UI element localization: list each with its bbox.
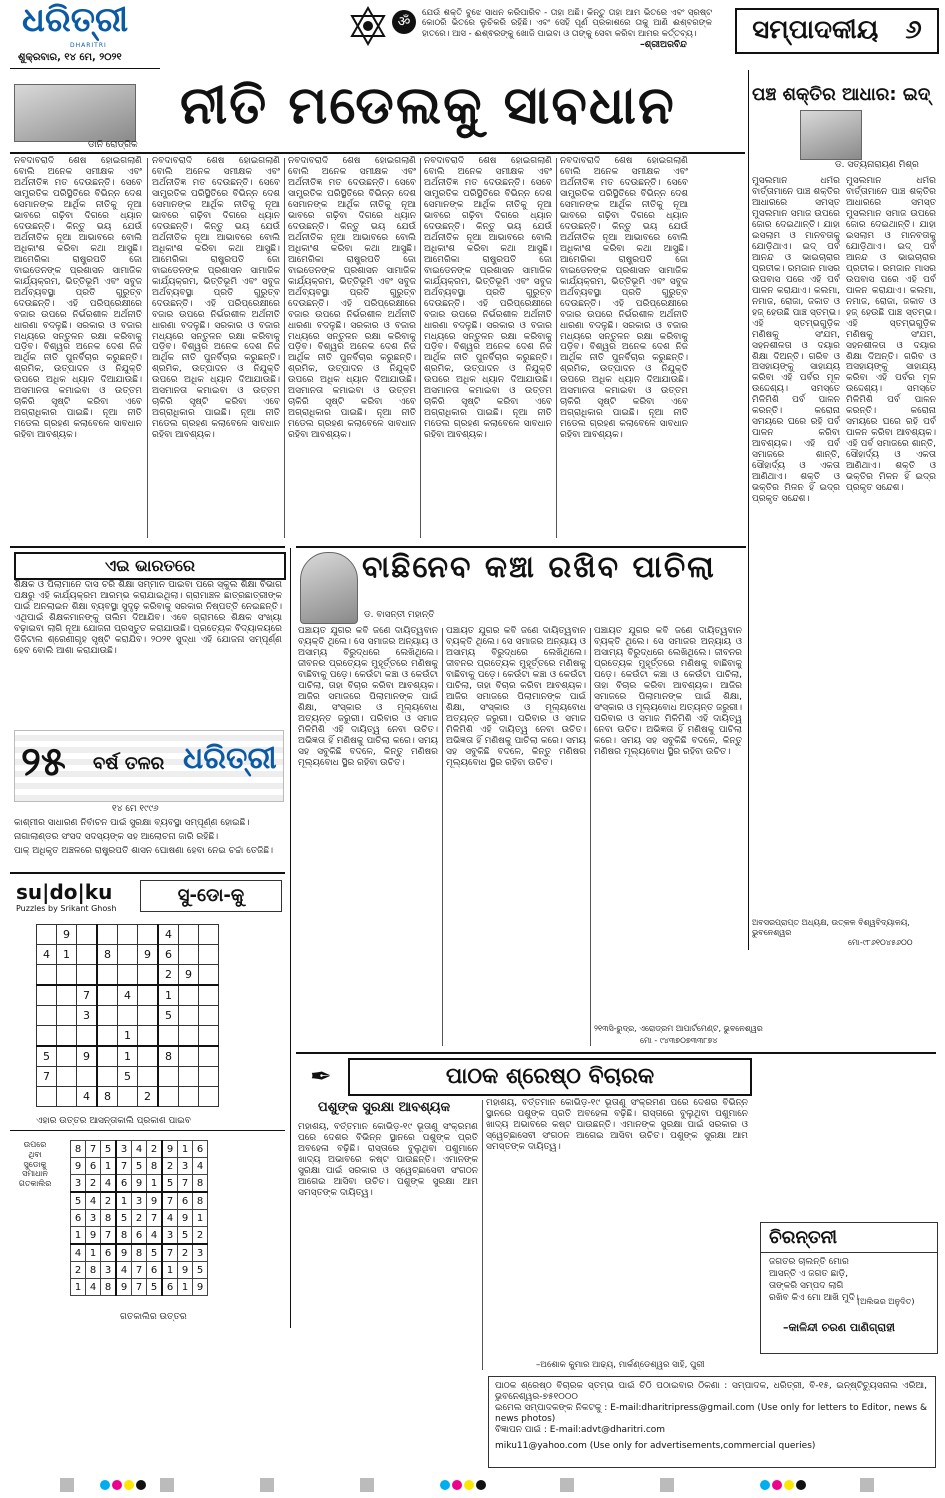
- registration-mark: [452, 1480, 462, 1490]
- sudoku-cell: [138, 1026, 159, 1047]
- sudoku-cell: [37, 925, 57, 945]
- registration-mark: [100, 1480, 110, 1490]
- sudoku-answer-cell: 8: [193, 1192, 208, 1210]
- flashback-banner: [14, 730, 284, 802]
- chirantani-note: (ଅଲିଭର ଅନୁଦିତ): [857, 1297, 915, 1306]
- sudoku-answer-cell: 5: [178, 1227, 193, 1245]
- registration-mark: [112, 1480, 122, 1490]
- quote-author: –ଶ୍ରୀଅରବିନ୍ଦ: [640, 40, 687, 50]
- sudoku-answer-cell: 7: [101, 1227, 117, 1245]
- editorial-author: ଡାନି ରୋଡ୍ରିକ: [88, 140, 138, 150]
- daily-quote: ଯେଉଁ ଶକ୍ତି ବୁଝେ ସାଧନ କରିପାରିବ - ତାହା ଅଛି। କିନ୍ତୁ ତାହା ଆମ ଭିତରେ ଏବଂ ସ୍ରଷ୍ଟ କୋଠରି ଭିତରେ ଲୁଚିକରି ରହିଛି। ଏବଂ ସେହି ପୂର୍ଣ ପ୍ରକାଶରେ ତାକୁ ଆଣି ଈଶ୍ବରଙ୍କ ହାତରେ। ଆସ - ଈଶ୍ଵରଙ୍କୁ ଖୋଜି ପାଇବା ଓ ତାଙ୍କୁ ସେବା କରିବା ଆମର କର୍ତ୍ତବ୍ୟ।: [422, 8, 712, 39]
- sudoku-answer-cell: 8: [101, 1210, 117, 1227]
- editorial-body-col3: ନବଦାବରାଦି ଶେଷ ହୋଇଗଲାଣି ବୋଲି ଅନେକ ସମୀକ୍ଷକ ଏବଂ ଅର୍ଥନୀତିଜ୍ଞ ମତ ଦେଉଛନ୍ତି। ସେବେ ସାମ୍ପ୍ରତିକ ପରିସ୍ଥିତିରେ ବିଭିନ୍ନ ଦେଶ ସେମାନଙ୍କ ଆର୍ଥିକ ନୀତିକୁ ନୂଆ ଭାବରେ ଗଢ଼ିବା ଦିଗରେ ଧ୍ୟାନ ଦେଉଛନ୍ତି। କିନ୍ତୁ ଭୟ ଯେଉଁ ଅର୍ଥନୀତିକ ନୂଆ ଆଭାବରେ ବୋଲି ଅଧିକାଂଶ କରିବା କଥା ଆସୁଛି। ଆମେରିକା ରାଷ୍ଟ୍ରପତି ଜୋ ବାଇଡେନଙ୍କ ପ୍ରଶାସନ ସାମାଜିକ କାର୍ଯ୍ୟକ୍ରମ, ଭିତ୍ତିଭୂମି ଏବଂ ସବୁଜ ଅର୍ଥବ୍ୟବସ୍ଥା ପ୍ରତି ଗୁରୁତ୍ବ ଦେଉଛନ୍ତି। ଏହି ପରିପ୍ରେକ୍ଷୀରେ ବଜାର ଉପରେ ନିର୍ଭରଶୀଳ ଅର୍ଥନୀତି ଧାରଣା ବଦଳୁଛି। ସରକାର ଓ ବଜାର ମଧ୍ୟରେ ସନ୍ତୁଳନ ରକ୍ଷା କରିବାକୁ ପଡ଼ିବ। ବିଶ୍ୱର ଅନେକ ଦେଶ ନିଜ ଆର୍ଥିକ ନୀତି ପୁନର୍ବିଚାର କରୁଛନ୍ତି। ଶ୍ରମିକ, ଉତ୍ପାଦନ ଓ ନିଯୁକ୍ତି ଉପରେ ଅଧିକ ଧ୍ୟାନ ଦିଆଯାଉଛି। ଅସମାନତା କମାଇବା ଓ ଉତ୍ତମ ଚାକିରି ସୃଷ୍ଟି କରିବା ଏବେ ଅଗ୍ରାଧିକାର ପାଇଛି। ନୂଆ ନୀତି ମଡେଲ ଗ୍ରହଣ କଲାବେଳେ ସାବଧାନ ରହିବା ଆବଶ୍ୟକ।: [288, 156, 416, 441]
- sudoku-cell: 9: [179, 965, 199, 986]
- sudoku-cell: [179, 945, 199, 965]
- sudoku-answer-cell: 2: [162, 1158, 178, 1175]
- sudoku-answer-cell: 6: [193, 1141, 208, 1158]
- sudoku-answer-cell: 3: [162, 1227, 178, 1245]
- sudoku-answer-cell: 5: [101, 1141, 117, 1158]
- sudoku-answer-cell: 6: [132, 1227, 147, 1245]
- page-number: ୬: [905, 15, 922, 45]
- india-body: ଶିକ୍ଷକ ଓ ପିଲାମାନେ ଦାସ ଚରି ଶିକ୍ଷା ସମ୍ମାନ ପାଇବା ପରେ ସ୍କୁଲ ଶିକ୍ଷା ବିଭାଗ ପକ୍ଷରୁ ଏହି କାର୍ଯ୍ୟକ୍ରମ ଆରମ୍ଭ କରାଯାଇଥିଲା। ଗ୍ରାମାଞ୍ଚଳ ଛାତ୍ରଛାତ୍ରୀଙ୍କ ପାଇଁ ଅନଲାଇନ ଶିକ୍ଷା ବ୍ୟବସ୍ଥା ସୁଦୃଢ଼ କରିବାକୁ ସରକାର ନିଷ୍ପତ୍ତି ନେଇଛନ୍ତି। ଏଥିପାଇଁ ଶିକ୍ଷକମାନଙ୍କୁ ତାଲିମ ଦିଆଯିବ। ଏବେ ଗ୍ରାମରେ ଶିକ୍ଷକ ସଂଖ୍ୟା ବଢ଼ାଇବା ଲାଗି ନୂଆ ଯୋଜନା ପ୍ରସ୍ତୁତ କରାଯାଉଛି। ପ୍ରତ୍ୟେକ ବିଦ୍ୟାଳୟରେ ଡିଜିଟାଲ ଶ୍ରେଣୀଗୃହ ସୃଷ୍ଟି କରାଯିବ। ୨୦୨୧ ସୁଦ୍ଧା ଏହି ଯୋଜନା ସମ୍ପୂର୍ଣ୍ଣ ହେବ ବୋଲି ଆଶା କରାଯାଉଛି।: [14, 580, 282, 656]
- sudoku-cell: 5: [158, 1006, 179, 1026]
- sudoku-cell: [57, 1087, 77, 1107]
- print-mark: [160, 1478, 174, 1492]
- sudoku-answer-cell: 2: [86, 1175, 101, 1193]
- side-title: ପଞ୍ଚ ଶକ୍ତିର ଆଧାର: ଇଦ୍: [752, 84, 931, 105]
- sudoku-cell: [138, 965, 159, 986]
- sudoku-answer-cell: 3: [178, 1158, 193, 1175]
- sudoku-cell: [57, 1026, 77, 1047]
- sudoku-cell: 3: [77, 1006, 98, 1026]
- sudoku-answer-cell: 7: [162, 1192, 178, 1210]
- contact-line-1: ପାଠକ ଶ୍ରେଷ୍ଠ ବିଚାରକ ସ୍ତମ୍ଭ ପାଇଁ ଚିଠି ପଠାଇବାର ଠିକଣା : ସମ୍ପାଦକ, ଧରିତ୍ରୀ, ବି-୧୫, ଇନ୍ଷ୍ଟିଚ୍ୟୁସନାଲ ଏରିଆ, ଭୁବନେଶ୍ୱର-୭୫୧୦୦୦: [495, 1381, 927, 1401]
- sudoku-answer-cell: 7: [147, 1210, 163, 1227]
- editorial-body-col4: ନବଦାବରାଦି ଶେଷ ହୋଇଗଲାଣି ବୋଲି ଅନେକ ସମୀକ୍ଷକ ଏବଂ ଅର୍ଥନୀତିଜ୍ଞ ମତ ଦେଉଛନ୍ତି। ସେବେ ସାମ୍ପ୍ରତିକ ପରିସ୍ଥିତିରେ ବିଭିନ୍ନ ଦେଶ ସେମାନଙ୍କ ଆର୍ଥିକ ନୀତିକୁ ନୂଆ ଭାବରେ ଗଢ଼ିବା ଦିଗରେ ଧ୍ୟାନ ଦେଉଛନ୍ତି। କିନ୍ତୁ ଭୟ ଯେଉଁ ଅର୍ଥନୀତିକ ନୂଆ ଆଭାବରେ ବୋଲି ଅଧିକାଂଶ କରିବା କଥା ଆସୁଛି। ଆମେରିକା ରାଷ୍ଟ୍ରପତି ଜୋ ବାଇଡେନଙ୍କ ପ୍ରଶାସନ ସାମାଜିକ କାର୍ଯ୍ୟକ୍ରମ, ଭିତ୍ତିଭୂମି ଏବଂ ସବୁଜ ଅର୍ଥବ୍ୟବସ୍ଥା ପ୍ରତି ଗୁରୁତ୍ବ ଦେଉଛନ୍ତି। ଏହି ପରିପ୍ରେକ୍ଷୀରେ ବଜାର ଉପରେ ନିର୍ଭରଶୀଳ ଅର୍ଥନୀତି ଧାରଣା ବଦଳୁଛି। ସରକାର ଓ ବଜାର ମଧ୍ୟରେ ସନ୍ତୁଳନ ରକ୍ଷା କରିବାକୁ ପଡ଼ିବ। ବିଶ୍ୱର ଅନେକ ଦେଶ ନିଜ ଆର୍ଥିକ ନୀତି ପୁନର୍ବିଚାର କରୁଛନ୍ତି। ଶ୍ରମିକ, ଉତ୍ପାଦନ ଓ ନିଯୁକ୍ତି ଉପରେ ଅଧିକ ଧ୍ୟାନ ଦିଆଯାଉଛି। ଅସମାନତା କମାଇବା ଓ ଉତ୍ତମ ଚାକିରି ସୃଷ୍ଟି କରିବା ଏବେ ଅଗ୍ରାଧିକାର ପାଇଛି। ନୂଆ ନୀତି ମଡେଲ ଗ୍ରହଣ କଲାବେଳେ ସାବଧାନ ରହିବା ଆବଶ୍ୟକ।: [424, 156, 552, 441]
- registration-mark: [796, 1480, 806, 1490]
- sudoku-grid: [36, 924, 219, 1107]
- sudoku-cell: [199, 985, 219, 1006]
- sudoku-answer-cell: 6: [147, 1262, 163, 1279]
- contact-line-3: ବିଜ୍ଞାପନ ପାଇଁ : E-mail:advt@dharitri.com: [495, 1425, 666, 1435]
- sudoku-cell: 9: [57, 925, 77, 945]
- sudoku-cell: [77, 1067, 98, 1087]
- sudoku-cell: [199, 1026, 219, 1047]
- sudoku-cell: [179, 1087, 199, 1107]
- sudoku-cell: [97, 985, 118, 1006]
- sudoku-cell: 4: [158, 925, 179, 945]
- middle-body-col3: ପଞ୍ଚାୟତ ଯୁଗର କବି ଜଣେ ଦାୟିତ୍ୱବାନ ବ୍ୟକ୍ତି ଥିଲେ। ସେ ସମାଜର ଅନ୍ୟାୟ ଓ ଅସାମ୍ୟ ବିରୁଦ୍ଧରେ ଲେଖିଥିଲେ। ଜୀବନର ପ୍ରତ୍ୟେକ ମୁହୂର୍ତ୍ତରେ ମଣିଷକୁ ବାଛିବାକୁ ପଡ଼େ। କେଉଁଟା କଞ୍ଚା ଓ କେଉଁଟା ପାଚିଲା, ତାହା ବିଚାର କରିବା ଆବଶ୍ୟକ। ଆଜିର ସମାଜରେ ପିଲାମାନଙ୍କ ପାଇଁ ଶିକ୍ଷା, ସଂସ୍କାର ଓ ମୂଲ୍ୟବୋଧ ଅତ୍ୟନ୍ତ ଜରୁରୀ। ପରିବାର ଓ ସମାଜ ମିଳିମିଶି ଏହି ଦାୟିତ୍ୱ ନେବା ଉଚିତ। ଅଭିଜ୍ଞତା ହିଁ ମଣିଷକୁ ପାଚିଲା କରେ। ସମୟ ସହ ସବୁକିଛି ବଦଳେ, କିନ୍ତୁ ମଣିଷର ମୂଲ୍ୟବୋଧ ସ୍ଥିର ରହିବା ଉଚିତ।: [594, 626, 742, 757]
- flashback-number: ୨୫: [21, 739, 66, 785]
- sudoku-cell: [118, 1006, 138, 1026]
- sudoku-answer-cell: 8: [101, 1279, 117, 1296]
- editorial-title: ନୀତି ମଡେଲକୁ ସାବଧାନ: [180, 76, 676, 136]
- sudoku-cell: 6: [158, 945, 179, 965]
- sudoku-cell: [77, 965, 98, 986]
- sudoku-cell: [199, 1087, 219, 1107]
- sudoku-answer-cell: 4: [132, 1141, 147, 1158]
- sudoku-answer-cell: 3: [71, 1175, 86, 1193]
- sudoku-cell: [199, 965, 219, 986]
- chirantani-author: –କାଳିନ୍ଦୀ ଚରଣ ପାଣିଗ୍ରାହୀ: [783, 1321, 895, 1334]
- sudoku-answer-cell: 4: [71, 1244, 86, 1262]
- middle-author-photo: [300, 552, 358, 624]
- middle-title: ବାଛିନେବ କଞ୍ଚା ରଖିବ ପାଚିଲା: [362, 550, 716, 585]
- side-author: ଡ. ସତ୍ୟନାରାୟଣ ମିଶ୍ର: [835, 160, 919, 170]
- side-signoff: ଅବସରପ୍ରାପ୍ତ ଅଧ୍ୟକ୍ଷ, ଉତ୍କଳ ବିଶ୍ୱବିଦ୍ୟାଳୟ, ଭୁବନେଶ୍ୱର: [752, 918, 910, 937]
- sudoku-cell: [57, 965, 77, 986]
- sudoku-cell: [77, 945, 98, 965]
- sudoku-cell: [118, 1087, 138, 1107]
- registration-mark: [136, 1480, 146, 1490]
- sudoku-cell: [179, 1006, 199, 1026]
- sudoku-answer-cell: 5: [116, 1210, 132, 1227]
- sudoku-answer-cell: 8: [147, 1158, 163, 1175]
- sudoku-answer-cell: 9: [116, 1279, 132, 1296]
- chirantani-title: ଚିରନ୍ତନୀ: [761, 1223, 937, 1253]
- sudoku-cell: [57, 1067, 77, 1087]
- sudoku-answer-cell: 7: [178, 1175, 193, 1193]
- sudoku-answer-cell: 5: [132, 1158, 147, 1175]
- sudoku-cell: [57, 1046, 77, 1067]
- sudoku-cell: [138, 1067, 159, 1087]
- sudoku-cell: [138, 1046, 159, 1067]
- chirantani-line-4: ରଖିବ କିଏ ମୋ ଆଖି ମୁଦି।: [769, 1293, 859, 1303]
- registration-mark: [772, 1480, 782, 1490]
- sudoku-cell: [37, 985, 57, 1006]
- contact-box: [488, 1376, 936, 1468]
- reader-title: ପାଠକ ଶ୍ରେଷ୍ଠ ବିଚାରକ: [445, 1064, 655, 1089]
- sudoku-answer-cell: 4: [147, 1227, 163, 1245]
- sudoku-answer-cell: 5: [193, 1262, 208, 1279]
- sudoku-answer-cell: 1: [71, 1227, 86, 1245]
- sudoku-answer-cell: 6: [86, 1158, 101, 1175]
- sudoku-cell: [118, 965, 138, 986]
- print-mark: [660, 1478, 674, 1492]
- issue-date: ଶୁକ୍ରବାର, ୧୪ ମେ, ୨୦୨୧: [18, 52, 122, 63]
- sudoku-answer-cell: 9: [178, 1262, 193, 1279]
- sudoku-cell: [158, 1087, 179, 1107]
- middle-body-col2: ପଞ୍ଚାୟତ ଯୁଗର କବି ଜଣେ ଦାୟିତ୍ୱବାନ ବ୍ୟକ୍ତି ଥିଲେ। ସେ ସମାଜର ଅନ୍ୟାୟ ଓ ଅସାମ୍ୟ ବିରୁଦ୍ଧରେ ଲେଖିଥିଲେ। ଜୀବନର ପ୍ରତ୍ୟେକ ମୁହୂର୍ତ୍ତରେ ମଣିଷକୁ ବାଛିବାକୁ ପଡ଼େ। କେଉଁଟା କଞ୍ଚା ଓ କେଉଁଟା ପାଚିଲା, ତାହା ବିଚାର କରିବା ଆବଶ୍ୟକ। ଆଜିର ସମାଜରେ ପିଲାମାନଙ୍କ ପାଇଁ ଶିକ୍ଷା, ସଂସ୍କାର ଓ ମୂଲ୍ୟବୋଧ ଅତ୍ୟନ୍ତ ଜରୁରୀ। ପରିବାର ଓ ସମାଜ ମିଳିମିଶି ଏହି ଦାୟିତ୍ୱ ନେବା ଉଚିତ। ଅଭିଜ୍ଞତା ହିଁ ମଣିଷକୁ ପାଚିଲା କରେ। ସମୟ ସହ ସବୁକିଛି ବଦଳେ, କିନ୍ତୁ ମଣିଷର ମୂଲ୍ୟବୋଧ ସ୍ଥିର ରହିବା ଉଚିତ।: [446, 626, 586, 768]
- india-title: ଏଇ ଭାରତରେ: [104, 556, 196, 575]
- sudoku-credit: Puzzles by Srikant Ghosh: [16, 904, 117, 913]
- middle-signoff: ୨୧୩ସି-ରୁଦ୍ର, ଏରୋଡ୍ରମ ଆପାର୍ଟମେଣ୍ଟ, ଭୁବନେଶ୍ୱର: [594, 1024, 763, 1033]
- sudoku-cell: 7: [77, 985, 98, 1006]
- sudoku-answer-cell: 9: [147, 1192, 163, 1210]
- sudoku-cell: [138, 1006, 159, 1026]
- sudoku-answer-cell: 4: [86, 1192, 101, 1210]
- sudoku-cell: [179, 1046, 199, 1067]
- sudoku-answer-cell: 9: [178, 1210, 193, 1227]
- sudoku-answer-cell: 3: [132, 1192, 147, 1210]
- sudoku-answer-cell: 9: [71, 1158, 86, 1175]
- registration-mark: [124, 1480, 134, 1490]
- star-emblem-icon: [348, 6, 388, 46]
- sudoku-cell: [57, 1006, 77, 1026]
- sudoku-answer-cell: 7: [116, 1158, 132, 1175]
- chirantani-line-1: ଜଗତର ଚାଲନ୍ତି ମୋର: [769, 1257, 849, 1267]
- sudoku-cell: [37, 1087, 57, 1107]
- middle-author: ଡ. ବାସନ୍ତୀ ମହାନ୍ତି: [364, 610, 435, 620]
- letter-body-col1: ମହାଶୟ, ବର୍ତ୍ତମାନ କୋଭିଡ଼-୧୯ ଭୂତାଣୁ ସଂକ୍ରମଣ ପରେ ଦେଶର ବିଭିନ୍ନ ସ୍ଥାନରେ ପଶୁଙ୍କ ପ୍ରତି ଅବହେଳା ବଢ଼ିଛି। ରାସ୍ତାରେ ବୁଲୁଥିବା ପଶୁମାନେ ଖାଦ୍ୟ ଅଭାବରେ କଷ୍ଟ ପାଉଛନ୍ତି। ଏମାନଙ୍କ ସୁରକ୍ଷା ପାଇଁ ସରକାର ଓ ସ୍ୱେଚ୍ଛାସେବୀ ସଂଗଠନ ଆଗେଇ ଆସିବା ଉଚିତ। ପଶୁଙ୍କ ସୁରକ୍ଷା ଆମ ସମସ୍ତଙ୍କ ଦାୟିତ୍ୱ।: [298, 1122, 478, 1198]
- sudoku-cell: 1: [57, 945, 77, 965]
- sudoku-cell: [199, 1046, 219, 1067]
- sudoku-cell: [179, 925, 199, 945]
- sudoku-answer-cell: 8: [116, 1227, 132, 1245]
- sudoku-cell: [97, 1067, 118, 1087]
- sudoku-cell: [179, 1067, 199, 1087]
- sudoku-answer-cell: 1: [162, 1262, 178, 1279]
- chirantani-line-3: ତାଙ୍କରି ସମ୍ପଦ ଲାଗି: [769, 1281, 844, 1291]
- sudoku-cell: [118, 945, 138, 965]
- sudoku-cell: [77, 925, 98, 945]
- sudoku-answer-cell: 1: [71, 1279, 86, 1296]
- sudoku-cell: [199, 945, 219, 965]
- letter-signoff: –ଅଶୋକ କୁମାର ଆଢ୍ୟ, ମାର୍କଣ୍ଡେଶ୍ୱର ସାହି, ପୁରୀ: [536, 1360, 705, 1370]
- sudoku-answer-cell: 2: [193, 1227, 208, 1245]
- chirantani-line-2: ଆସନ୍ତି ଏ ଜଗତ ଛାଡ଼ି,: [769, 1269, 848, 1279]
- sudoku-cell: [118, 925, 138, 945]
- sudoku-cell: [57, 985, 77, 1006]
- letter-title: ପଶୁଙ୍କ ସୁରକ୍ଷା ଆବଶ୍ୟକ: [318, 1100, 451, 1115]
- reader-title-box: [310, 1058, 752, 1096]
- brand-logo: ଧରିତ୍ରୀ: [22, 0, 129, 40]
- registration-mark: [464, 1480, 474, 1490]
- flashback-item-1: କାଶ୍ମୀର ସାଧାରଣ ନିର୍ବାଚନ ପାଇଁ ସୁରକ୍ଷା ବ୍ୟବସ୍ଥା ସମ୍ପୂର୍ଣ୍ଣ ହୋଇଛି।: [14, 818, 250, 828]
- sudoku-note: ଏହାର ଉତ୍ତର ଆସନ୍ତାକାଲି ପ୍ରକାଶ ପାଇବ: [36, 1116, 191, 1126]
- registration-mark: [784, 1480, 794, 1490]
- sudoku-answer-cell: 8: [132, 1244, 147, 1262]
- india-title-box: [14, 552, 286, 580]
- sudoku-cell: [37, 1006, 57, 1026]
- sudoku-answer-cell: 5: [162, 1175, 178, 1193]
- sudoku-answer-cell: 1: [116, 1192, 132, 1210]
- pen-icon: ✒: [310, 1062, 332, 1092]
- sudoku-answer-cell: 9: [162, 1141, 178, 1158]
- sudoku-cell: [37, 965, 57, 986]
- registration-mark: [440, 1480, 450, 1490]
- print-mark: [60, 1478, 74, 1492]
- print-mark: [360, 1478, 374, 1492]
- side-author-photo: [800, 110, 862, 160]
- brand-logo-sub: DHARITRI: [70, 42, 107, 49]
- registration-mark: [760, 1480, 770, 1490]
- chirantani-box: [760, 1222, 938, 1354]
- sudoku-cell: 8: [97, 945, 118, 965]
- sudoku-cell: 5: [118, 1067, 138, 1087]
- print-mark: [860, 1478, 874, 1492]
- sudoku-answer-cell: 6: [116, 1175, 132, 1193]
- sudoku-answer-cell: 2: [71, 1262, 86, 1279]
- print-mark: [260, 1478, 274, 1492]
- sudoku-logo: su|do|ku: [16, 880, 113, 904]
- sudoku-answer-cell: 1: [147, 1175, 163, 1193]
- flashback-item-3: ପାକ୍ ଅଧିକୃତ ଅଞ୍ଚଳରେ ରାଷ୍ଟ୍ରପତି ଶାସନ ଘୋଷଣା ହେବା ନେଇ ଚର୍ଚ୍ଚା ତେଜିଛି।: [14, 846, 274, 856]
- sudoku-answer-label: ଉପରେ ଥିବା ସୁଡୋକୁ ସମାଧାନ ଗତକାଲିର: [18, 1140, 52, 1188]
- sudoku-answer-cell: 8: [71, 1141, 86, 1158]
- sudoku-cell: 1: [118, 1046, 138, 1067]
- sudoku-cell: [179, 1026, 199, 1047]
- sudoku-answer-cell: 4: [101, 1175, 117, 1193]
- sudoku-answer-cell: 7: [132, 1262, 147, 1279]
- sudoku-answer-cell: 4: [162, 1210, 178, 1227]
- side-body-col2: ମୁସଲମାନ ଧର୍ମର ବାର୍ତ୍ତାମାନେ ପାଞ୍ଚ ଶକ୍ତିର ଆଧାରରେ ସମସ୍ତ ମୁସଲମାନ ସମାଜ ଉପରେ ଜୋର ଦେଇଥାନ୍ତି। ଯାହା ଇସଲାମ ଓ ମାନବତାକୁ ଯୋଡ଼ିଥାଏ। ଇଦ୍ ପର୍ବ ଆନନ୍ଦ ଓ ଭାଇଚାରାର ପ୍ରତୀକ। ରମଜାନ ମାସର ଉପବାସ ପରେ ଏହି ପର୍ବ ପାଳନ କରାଯାଏ। କଲମା, ନମାଜ, ରୋଜା, ଜକାତ ଓ ହଜ୍ ହେଉଛି ପାଞ୍ଚ ସ୍ତମ୍ଭ। ଏହି ସ୍ତମ୍ଭଗୁଡ଼ିକ ମଣିଷକୁ ସଂଯମ, ସହନଶୀଳତା ଓ ଦୟାର ଶିକ୍ଷା ଦିଅନ୍ତି। ଗରିବ ଓ ଅସହାୟଙ୍କୁ ସାହାଯ୍ୟ କରିବା ଏହି ପର୍ବର ମୂଳ ଉଦ୍ଦେଶ୍ୟ। ସମସ୍ତେ ମିଳିମିଶି ପର୍ବ ପାଳନ କରନ୍ତି। କରୋନା ସମୟରେ ଘରେ ରହି ପର୍ବ ପାଳନ କରିବା ଆବଶ୍ୟକ। ଏହି ପର୍ବ ସମାଜରେ ଶାନ୍ତି, ସୌହାର୍ଦ୍ୟ ଓ ଏକତା ଆଣିଥାଏ। ଶକ୍ତି ଓ ଭକ୍ତିର ମିଳନ ହିଁ ଇଦ୍ର ପ୍ରକୃତ ସନ୍ଦେଶ।: [846, 176, 936, 494]
- section-name: ସମ୍ପାଦକୀୟ: [752, 15, 879, 45]
- sudoku-answer-cell: 5: [71, 1192, 86, 1210]
- sudoku-answer-cell: 1: [178, 1279, 193, 1296]
- sudoku-answer-cell: 4: [193, 1158, 208, 1175]
- sudoku-cell: 8: [97, 1087, 118, 1107]
- flashback-item-2: ନାଗାଲାଣ୍ଡର ସଂସଦ ସଦସ୍ୟଙ୍କ ସହ ଆଲୋଚନା ଜାରି ରହିଛି।: [14, 832, 219, 842]
- sudoku-cell: [179, 985, 199, 1006]
- sudoku-answer-cell: 3: [86, 1210, 101, 1227]
- sudoku-answer-cell: 1: [178, 1141, 193, 1158]
- sudoku-answer-cell: 7: [86, 1141, 101, 1158]
- contact-line-2: ଇମେଲ ସମ୍ପାଦକଙ୍କ ନିକଟକୁ : E-mail:dharitripress@gmail.com (Use only for letters to Editor, news & news photos): [495, 1403, 927, 1423]
- sudoku-answer-cell: 5: [147, 1279, 163, 1296]
- sudoku-cell: 2: [138, 1087, 159, 1107]
- middle-phone: ମୋ - ୯୪୩୭୦୭୩୩୮୭୪: [640, 1036, 718, 1045]
- editorial-body-col2: ନବଦାବରାଦି ଶେଷ ହୋଇଗଲାଣି ବୋଲି ଅନେକ ସମୀକ୍ଷକ ଏବଂ ଅର୍ଥନୀତିଜ୍ଞ ମତ ଦେଉଛନ୍ତି। ସେବେ ସାମ୍ପ୍ରତିକ ପରିସ୍ଥିତିରେ ବିଭିନ୍ନ ଦେଶ ସେମାନଙ୍କ ଆର୍ଥିକ ନୀତିକୁ ନୂଆ ଭାବରେ ଗଢ଼ିବା ଦିଗରେ ଧ୍ୟାନ ଦେଉଛନ୍ତି। କିନ୍ତୁ ଭୟ ଯେଉଁ ଅର୍ଥନୀତିକ ନୂଆ ଆଭାବରେ ବୋଲି ଅଧିକାଂଶ କରିବା କଥା ଆସୁଛି। ଆମେରିକା ରାଷ୍ଟ୍ରପତି ଜୋ ବାଇଡେନଙ୍କ ପ୍ରଶାସନ ସାମାଜିକ କାର୍ଯ୍ୟକ୍ରମ, ଭିତ୍ତିଭୂମି ଏବଂ ସବୁଜ ଅର୍ଥବ୍ୟବସ୍ଥା ପ୍ରତି ଗୁରୁତ୍ବ ଦେଉଛନ୍ତି। ଏହି ପରିପ୍ରେକ୍ଷୀରେ ବଜାର ଉପରେ ନିର୍ଭରଶୀଳ ଅର୍ଥନୀତି ଧାରଣା ବଦଳୁଛି। ସରକାର ଓ ବଜାର ମଧ୍ୟରେ ସନ୍ତୁଳନ ରକ୍ଷା କରିବାକୁ ପଡ଼ିବ। ବିଶ୍ୱର ଅନେକ ଦେଶ ନିଜ ଆର୍ଥିକ ନୀତି ପୁନର୍ବିଚାର କରୁଛନ୍ତି। ଶ୍ରମିକ, ଉତ୍ପାଦନ ଓ ନିଯୁକ୍ତି ଉପରେ ଅଧିକ ଧ୍ୟାନ ଦିଆଯାଉଛି। ଅସମାନତା କମାଇବା ଓ ଉତ୍ତମ ଚାକିରି ସୃଷ୍ଟି କରିବା ଏବେ ଅଗ୍ରାଧିକାର ପାଇଛି। ନୂଆ ନୀତି ମଡେଲ ଗ୍ରହଣ କଲାବେଳେ ସାବଧାନ ରହିବା ଆବଶ୍ୟକ।: [152, 156, 280, 441]
- sudoku-answer-cell: 6: [101, 1244, 117, 1262]
- sudoku-answer-cell: 8: [193, 1175, 208, 1193]
- print-mark: [560, 1478, 574, 1492]
- sudoku-cell: 4: [37, 945, 57, 965]
- sudoku-cell: 1: [118, 1026, 138, 1047]
- flashback-date: ୧୪ ମେ ୧୯୯୬: [112, 804, 159, 814]
- sudoku-answer-cell: 3: [193, 1244, 208, 1262]
- sudoku-cell: [158, 1026, 179, 1047]
- sudoku-cell: [138, 925, 159, 945]
- sudoku-cell: 9: [138, 945, 159, 965]
- sudoku-answer-cell: 9: [193, 1279, 208, 1296]
- sudoku-cell: 7: [37, 1067, 57, 1087]
- sudoku-answer-cell: 9: [132, 1175, 147, 1193]
- sudoku-answer-caption: ଗତକାଲିର ଉତ୍ତର: [120, 1312, 187, 1322]
- sudoku-cell: [37, 1026, 57, 1047]
- sudoku-answer-cell: 2: [147, 1141, 163, 1158]
- sudoku-cell: [77, 1026, 98, 1047]
- sudoku-cell: [138, 985, 159, 1006]
- sudoku-cell: [97, 1006, 118, 1026]
- sudoku-cell: 5: [37, 1046, 57, 1067]
- sudoku-answer-cell: 2: [101, 1192, 117, 1210]
- sudoku-cell: 9: [77, 1046, 98, 1067]
- sudoku-answer-cell: 9: [116, 1244, 132, 1262]
- sudoku-cell: [199, 1006, 219, 1026]
- sudoku-answer-cell: 2: [132, 1210, 147, 1227]
- sudoku-answer-cell: 5: [147, 1244, 163, 1262]
- contact-line-4: miku11@yahoo.com (Use only for advertisements,commercial queries): [495, 1441, 816, 1451]
- sudoku-answer-cell: 7: [162, 1244, 178, 1262]
- sudoku-answer-cell: 6: [178, 1192, 193, 1210]
- sudoku-answer-cell: 6: [71, 1210, 86, 1227]
- sudoku-cell: 4: [118, 985, 138, 1006]
- sudoku-cell: [97, 965, 118, 986]
- sudoku-cell: 2: [158, 965, 179, 986]
- flashback-label: ବର୍ଷ ତଳର: [93, 753, 165, 774]
- sudoku-title: ସୁ-ଡୋ-କୁ: [140, 880, 282, 912]
- sudoku-answer-grid: [70, 1140, 208, 1296]
- sudoku-cell: [97, 1046, 118, 1067]
- side-phone: ମୋ-୯୮୬୧୦୪୫୬୦୦: [848, 938, 913, 947]
- sudoku-answer-cell: 3: [116, 1141, 132, 1158]
- sudoku-answer-cell: 7: [132, 1279, 147, 1296]
- sudoku-answer-cell: 1: [193, 1210, 208, 1227]
- flashback-logo: ଧରିତ୍ରୀ: [183, 741, 277, 776]
- section-title: [735, 8, 939, 54]
- sudoku-cell: [199, 1067, 219, 1087]
- sudoku-answer-cell: 1: [101, 1158, 117, 1175]
- side-body-col1: ମୁସଲମାନ ଧର୍ମର ବାର୍ତ୍ତାମାନେ ପାଞ୍ଚ ଶକ୍ତିର ଆଧାରରେ ସମସ୍ତ ମୁସଲମାନ ସମାଜ ଉପରେ ଜୋର ଦେଇଥାନ୍ତି। ଯାହା ଇସଲାମ ଓ ମାନବତାକୁ ଯୋଡ଼ିଥାଏ। ଇଦ୍ ପର୍ବ ଆନନ୍ଦ ଓ ଭାଇଚାରାର ପ୍ରତୀକ। ରମଜାନ ମାସର ଉପବାସ ପରେ ଏହି ପର୍ବ ପାଳନ କରାଯାଏ। କଲମା, ନମାଜ, ରୋଜା, ଜକାତ ଓ ହଜ୍ ହେଉଛି ପାଞ୍ଚ ସ୍ତମ୍ଭ। ଏହି ସ୍ତମ୍ଭଗୁଡ଼ିକ ମଣିଷକୁ ସଂଯମ, ସହନଶୀଳତା ଓ ଦୟାର ଶିକ୍ଷା ଦିଅନ୍ତି। ଗରିବ ଓ ଅସହାୟଙ୍କୁ ସାହାଯ୍ୟ କରିବା ଏହି ପର୍ବର ମୂଳ ଉଦ୍ଦେଶ୍ୟ। ସମସ୍ତେ ମିଳିମିଶି ପର୍ବ ପାଳନ କରନ୍ତି। କରୋନା ସମୟରେ ଘରେ ରହି ପର୍ବ ପାଳନ କରିବା ଆବଶ୍ୟକ। ଏହି ପର୍ବ ସମାଜରେ ଶାନ୍ତି, ସୌହାର୍ଦ୍ୟ ଓ ଏକତା ଆଣିଥାଏ। ଶକ୍ତି ଓ ଭକ୍ତିର ମିଳନ ହିଁ ଇଦ୍ର ପ୍ରକୃତ ସନ୍ଦେଶ।: [752, 176, 840, 505]
- sudoku-cell: [97, 1026, 118, 1047]
- masthead: [0, 0, 945, 80]
- sudoku-cell: [199, 925, 219, 945]
- sudoku-answer-cell: 9: [86, 1227, 101, 1245]
- registration-mark: [476, 1480, 486, 1490]
- sudoku-answer-cell: 4: [86, 1279, 101, 1296]
- sudoku-cell: 1: [158, 985, 179, 1006]
- sudoku-answer-cell: 2: [178, 1244, 193, 1262]
- sudoku-cell: 8: [158, 1046, 179, 1067]
- om-icon: ॐ: [392, 10, 416, 34]
- sudoku-answer-cell: 4: [116, 1262, 132, 1279]
- sudoku-cell: 4: [77, 1087, 98, 1107]
- editorial-body-col1: ନବଦାବରାଦି ଶେଷ ହୋଇଗଲାଣି ବୋଲି ଅନେକ ସମୀକ୍ଷକ ଏବଂ ଅର୍ଥନୀତିଜ୍ଞ ମତ ଦେଉଛନ୍ତି। ସେବେ ସାମ୍ପ୍ରତିକ ପରିସ୍ଥିତିରେ ବିଭିନ୍ନ ଦେଶ ସେମାନଙ୍କ ଆର୍ଥିକ ନୀତିକୁ ନୂଆ ଭାବରେ ଗଢ଼ିବା ଦିଗରେ ଧ୍ୟାନ ଦେଉଛନ୍ତି। କିନ୍ତୁ ଭୟ ଯେଉଁ ଅର୍ଥନୀତିକ ନୂଆ ଆଭାବରେ ବୋଲି ଅଧିକାଂଶ କରିବା କଥା ଆସୁଛି। ଆମେରିକା ରାଷ୍ଟ୍ରପତି ଜୋ ବାଇଡେନଙ୍କ ପ୍ରଶାସନ ସାମାଜିକ କାର୍ଯ୍ୟକ୍ରମ, ଭିତ୍ତିଭୂମି ଏବଂ ସବୁଜ ଅର୍ଥବ୍ୟବସ୍ଥା ପ୍ରତି ଗୁରୁତ୍ବ ଦେଉଛନ୍ତି। ଏହି ପରିପ୍ରେକ୍ଷୀରେ ବଜାର ଉପରେ ନିର୍ଭରଶୀଳ ଅର୍ଥନୀତି ଧାରଣା ବଦଳୁଛି। ସରକାର ଓ ବଜାର ମଧ୍ୟରେ ସନ୍ତୁଳନ ରକ୍ଷା କରିବାକୁ ପଡ଼ିବ। ବିଶ୍ୱର ଅନେକ ଦେଶ ନିଜ ଆର୍ଥିକ ନୀତି ପୁନର୍ବିଚାର କରୁଛନ୍ତି। ଶ୍ରମିକ, ଉତ୍ପାଦନ ଓ ନିଯୁକ୍ତି ଉପରେ ଅଧିକ ଧ୍ୟାନ ଦିଆଯାଉଛି। ଅସମାନତା କମାଇବା ଓ ଉତ୍ତମ ଚାକିରି ସୃଷ୍ଟି କରିବା ଏବେ ଅଗ୍ରାଧିକାର ପାଇଛି। ନୂଆ ନୀତି ମଡେଲ ଗ୍ରହଣ କଲାବେଳେ ସାବଧାନ ରହିବା ଆବଶ୍ୟକ।: [14, 156, 142, 441]
- sudoku-answer-cell: 8: [86, 1262, 101, 1279]
- sudoku-cell: [158, 1067, 179, 1087]
- sudoku-answer-cell: 6: [162, 1279, 178, 1296]
- sudoku-answer-cell: 3: [101, 1262, 117, 1279]
- editorial-body-col5: ନବଦାବରାଦି ଶେଷ ହୋଇଗଲାଣି ବୋଲି ଅନେକ ସମୀକ୍ଷକ ଏବଂ ଅର୍ଥନୀତିଜ୍ଞ ମତ ଦେଉଛନ୍ତି। ସେବେ ସାମ୍ପ୍ରତିକ ପରିସ୍ଥିତିରେ ବିଭିନ୍ନ ଦେଶ ସେମାନଙ୍କ ଆର୍ଥିକ ନୀତିକୁ ନୂଆ ଭାବରେ ଗଢ଼ିବା ଦିଗରେ ଧ୍ୟାନ ଦେଉଛନ୍ତି। କିନ୍ତୁ ଭୟ ଯେଉଁ ଅର୍ଥନୀତିକ ନୂଆ ଆଭାବରେ ବୋଲି ଅଧିକାଂଶ କରିବା କଥା ଆସୁଛି। ଆମେରିକା ରାଷ୍ଟ୍ରପତି ଜୋ ବାଇଡେନଙ୍କ ପ୍ରଶାସନ ସାମାଜିକ କାର୍ଯ୍ୟକ୍ରମ, ଭିତ୍ତିଭୂମି ଏବଂ ସବୁଜ ଅର୍ଥବ୍ୟବସ୍ଥା ପ୍ରତି ଗୁରୁତ୍ବ ଦେଉଛନ୍ତି। ଏହି ପରିପ୍ରେକ୍ଷୀରେ ବଜାର ଉପରେ ନିର୍ଭରଶୀଳ ଅର୍ଥନୀତି ଧାରଣା ବଦଳୁଛି। ସରକାର ଓ ବଜାର ମଧ୍ୟରେ ସନ୍ତୁଳନ ରକ୍ଷା କରିବାକୁ ପଡ଼ିବ। ବିଶ୍ୱର ଅନେକ ଦେଶ ନିଜ ଆର୍ଥିକ ନୀତି ପୁନର୍ବିଚାର କରୁଛନ୍ତି। ଶ୍ରମିକ, ଉତ୍ପାଦନ ଓ ନିଯୁକ୍ତି ଉପରେ ଅଧିକ ଧ୍ୟାନ ଦିଆଯାଉଛି। ଅସମାନତା କମାଇବା ଓ ଉତ୍ତମ ଚାକିରି ସୃଷ୍ଟି କରିବା ଏବେ ଅଗ୍ରାଧିକାର ପାଇଛି। ନୂଆ ନୀତି ମଡେଲ ଗ୍ରହଣ କଲାବେଳେ ସାବଧାନ ରହିବା ଆବଶ୍ୟକ।: [560, 156, 688, 441]
- author-photo: [14, 84, 136, 142]
- sudoku-cell: [97, 925, 118, 945]
- sudoku-answer-cell: 1: [86, 1244, 101, 1262]
- middle-body-col1: ପଞ୍ଚାୟତ ଯୁଗର କବି ଜଣେ ଦାୟିତ୍ୱବାନ ବ୍ୟକ୍ତି ଥିଲେ। ସେ ସମାଜର ଅନ୍ୟାୟ ଓ ଅସାମ୍ୟ ବିରୁଦ୍ଧରେ ଲେଖିଥିଲେ। ଜୀବନର ପ୍ରତ୍ୟେକ ମୁହୂର୍ତ୍ତରେ ମଣିଷକୁ ବାଛିବାକୁ ପଡ଼େ। କେଉଁଟା କଞ୍ଚା ଓ କେଉଁଟା ପାଚିଲା, ତାହା ବିଚାର କରିବା ଆବଶ୍ୟକ। ଆଜିର ସମାଜରେ ପିଲାମାନଙ୍କ ପାଇଁ ଶିକ୍ଷା, ସଂସ୍କାର ଓ ମୂଲ୍ୟବୋଧ ଅତ୍ୟନ୍ତ ଜରୁରୀ। ପରିବାର ଓ ସମାଜ ମିଳିମିଶି ଏହି ଦାୟିତ୍ୱ ନେବା ଉଚିତ। ଅଭିଜ୍ଞତା ହିଁ ମଣିଷକୁ ପାଚିଲା କରେ। ସମୟ ସହ ସବୁକିଛି ବଦଳେ, କିନ୍ତୁ ମଣିଷର ମୂଲ୍ୟବୋଧ ସ୍ଥିର ରହିବା ଉଚିତ।: [298, 626, 438, 768]
- letter-body-col2: ମହାଶୟ, ବର୍ତ୍ତମାନ କୋଭିଡ଼-୧୯ ଭୂତାଣୁ ସଂକ୍ରମଣ ପରେ ଦେଶର ବିଭିନ୍ନ ସ୍ଥାନରେ ପଶୁଙ୍କ ପ୍ରତି ଅବହେଳା ବଢ଼ିଛି। ରାସ୍ତାରେ ବୁଲୁଥିବା ପଶୁମାନେ ଖାଦ୍ୟ ଅଭାବରେ କଷ୍ଟ ପାଉଛନ୍ତି। ଏମାନଙ୍କ ସୁରକ୍ଷା ପାଇଁ ସରକାର ଓ ସ୍ୱେଚ୍ଛାସେବୀ ସଂଗଠନ ଆଗେଇ ଆସିବା ଉଚିତ। ପଶୁଙ୍କ ସୁରକ୍ଷା ଆମ ସମସ୍ତଙ୍କ ଦାୟିତ୍ୱ।: [486, 1098, 748, 1152]
